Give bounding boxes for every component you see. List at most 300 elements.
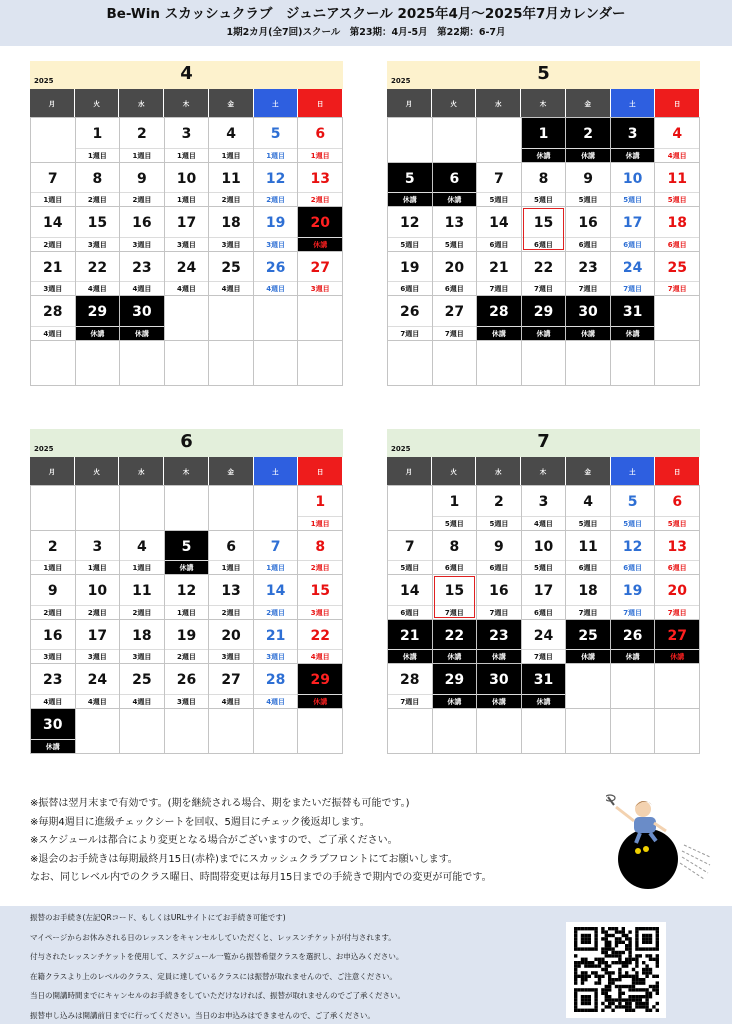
day-number: 26 (176, 672, 197, 689)
week-label: 6週目 (522, 605, 566, 619)
week-label: 6週目 (566, 237, 610, 251)
week-label: 5週目 (522, 560, 566, 574)
week-label: 休講 (433, 694, 477, 708)
week-label: 6週目 (433, 560, 477, 574)
week-label: 1週目 (165, 148, 209, 162)
week-label: 1週目 (209, 148, 253, 162)
day-number: 16 (43, 627, 63, 644)
date-cell (120, 296, 165, 341)
day-number: 4 (672, 126, 683, 142)
weekday-label: 日 (655, 89, 700, 117)
day-number: 10 (176, 170, 197, 187)
date-cell (254, 664, 299, 709)
week-label: 4週目 (76, 281, 120, 295)
date-cell (165, 252, 210, 297)
date-cell (209, 575, 254, 620)
day-number: 19 (622, 583, 643, 600)
notes (30, 795, 590, 888)
day-number: 19 (400, 259, 420, 276)
day-number: 15 (310, 583, 330, 600)
date-cell (611, 531, 656, 576)
week-label: 4週目 (522, 516, 566, 530)
empty-cell (477, 118, 522, 163)
date-cell (209, 163, 254, 208)
date-cell (655, 486, 700, 531)
week-label: 休講 (298, 237, 342, 251)
week-label: 7週目 (433, 326, 477, 340)
week-label: 休講 (611, 326, 655, 340)
day-number: 22 (533, 259, 554, 276)
date-cell (209, 664, 254, 709)
week-label: 4週目 (254, 281, 298, 295)
calendar-may (387, 61, 700, 386)
day-number: 17 (87, 627, 108, 644)
date-cell (611, 207, 656, 252)
date-cell (31, 207, 76, 252)
date-cell (76, 163, 121, 208)
date-cell (477, 575, 522, 620)
empty-cell (298, 296, 343, 341)
empty-cell (611, 709, 656, 754)
weekday-label: 木 (164, 89, 209, 117)
weekday-label: 木 (521, 457, 566, 485)
calendar-july (387, 429, 700, 754)
week-label: 2週目 (120, 192, 164, 206)
weekday-label: 金 (566, 457, 611, 485)
info-line: 振替申し込みは開講前日までに行ってください。当日のお申込みはできませんので、ご了承ください。 (30, 1010, 375, 1020)
note-line: なお、同じレベル内でのクラス曜日、時間帯変更は毎月15日までの手続きで期内での変更が可能です。 (30, 872, 492, 884)
week-label: 3週目 (209, 649, 253, 663)
week-label: 休講 (611, 148, 655, 162)
date-cell (254, 531, 299, 576)
day-number: 10 (533, 538, 554, 555)
day-number: 1 (538, 126, 549, 142)
week-label: 5週目 (388, 237, 432, 251)
week-label: 1週目 (120, 148, 164, 162)
week-label: 5週目 (566, 516, 610, 530)
day-number: 9 (137, 170, 147, 187)
day-number: 11 (221, 170, 241, 187)
date-cell (298, 163, 343, 208)
date-cell (522, 118, 567, 163)
day-number: 8 (315, 538, 326, 555)
day-number: 28 (400, 672, 420, 689)
weekday-label: 月 (387, 457, 432, 485)
date-cell (611, 296, 656, 341)
date-cell (522, 620, 567, 665)
date-cell (566, 531, 611, 576)
empty-cell (566, 341, 611, 386)
week-label: 休講 (566, 649, 610, 663)
date-cell (566, 575, 611, 620)
date-cell (298, 664, 343, 709)
week-label: 6週目 (388, 605, 432, 619)
date-cell (209, 531, 254, 576)
date-grid (387, 485, 700, 754)
weekday-label: 土 (254, 457, 299, 485)
date-cell (254, 575, 299, 620)
week-label: 1週目 (165, 192, 209, 206)
date-cell (209, 620, 254, 665)
week-label: 1週目 (76, 148, 120, 162)
date-cell (477, 163, 522, 208)
week-label: 6週目 (566, 560, 610, 574)
qr-code-icon[interactable] (566, 922, 666, 1018)
day-number: 2 (47, 538, 58, 555)
week-label: 7週目 (388, 326, 432, 340)
week-label: 3週目 (298, 605, 342, 619)
week-label: 3週目 (254, 649, 298, 663)
date-cell (611, 620, 656, 665)
date-cell (433, 531, 478, 576)
day-number: 12 (622, 538, 643, 555)
week-label: 休講 (388, 192, 432, 206)
day-number: 22 (310, 627, 330, 644)
date-cell (388, 575, 433, 620)
date-cell (477, 296, 522, 341)
week-label: 休講 (566, 148, 610, 162)
week-label: 2週目 (209, 605, 253, 619)
day-number: 17 (533, 583, 554, 600)
day-number: 8 (449, 538, 460, 555)
date-cell (165, 531, 210, 576)
date-cell (165, 664, 210, 709)
day-number: 16 (578, 215, 598, 232)
week-label: 7週目 (477, 605, 521, 619)
note-line: ※退会のお手続きは毎期最終月15日(赤枠)までにスカッシュクラブフロントにてお願いします。 (30, 853, 458, 865)
weekday-label: 金 (209, 457, 254, 485)
date-cell (566, 252, 611, 297)
weekday-label: 月 (30, 457, 75, 485)
empty-cell (433, 341, 478, 386)
day-number: 3 (538, 494, 549, 510)
empty-cell (165, 486, 210, 531)
week-label: 2週目 (209, 192, 253, 206)
weekday-label: 金 (209, 89, 254, 117)
week-label: 5週目 (388, 560, 432, 574)
note-line: ※振替は翌月末まで有効です。(期を継続される場合、期をまたいだ振替も可能です。) (30, 798, 410, 809)
date-cell (298, 620, 343, 665)
empty-cell (31, 486, 76, 531)
week-label: 2週目 (165, 649, 209, 663)
day-number: 12 (400, 215, 420, 232)
date-cell (254, 620, 299, 665)
day-number: 29 (533, 304, 554, 321)
note-line: ※スケジュールは都合により変更となる場合がございますので、ご了承ください。 (30, 835, 398, 847)
week-label: 7週目 (433, 605, 477, 619)
day-number: 24 (176, 259, 197, 276)
day-number: 8 (538, 170, 549, 187)
date-cell (655, 531, 700, 576)
date-cell (298, 486, 343, 531)
weekday-label: 金 (566, 89, 611, 117)
day-number: 2 (583, 126, 593, 142)
day-number: 17 (176, 215, 197, 232)
date-cell (477, 207, 522, 252)
day-number: 9 (47, 583, 58, 600)
date-cell (433, 252, 478, 297)
date-cell (388, 531, 433, 576)
page-title: Be-Win スカッシュクラブ ジュニアスクール 2025年4月～2025年7月カレンダー (106, 6, 626, 22)
day-number: 27 (667, 627, 687, 644)
empty-cell (31, 118, 76, 163)
empty-cell (254, 341, 299, 386)
date-cell (120, 207, 165, 252)
week-label: 5週目 (611, 516, 655, 530)
week-label: 4週目 (165, 281, 209, 295)
date-cell (76, 575, 121, 620)
week-label: 5週目 (477, 192, 521, 206)
date-cell (76, 118, 121, 163)
week-label: 1週目 (31, 192, 75, 206)
week-label: 7週目 (522, 281, 566, 295)
week-label: 5週目 (433, 237, 477, 251)
date-cell (165, 118, 210, 163)
date-cell (31, 709, 76, 754)
week-label: 7週目 (566, 281, 610, 295)
day-number: 20 (444, 259, 465, 276)
week-label: 5週目 (477, 516, 521, 530)
empty-cell (477, 709, 522, 754)
day-number: 23 (132, 259, 152, 276)
empty-cell (165, 709, 210, 754)
week-label: 4週目 (254, 694, 298, 708)
note-line: ※毎期4週目に進級チェックシートを回収、5週目にチェック後返却します。 (30, 816, 370, 828)
day-number: 10 (622, 170, 643, 187)
date-cell (388, 620, 433, 665)
day-number: 29 (87, 304, 108, 321)
weekday-header-row (387, 457, 700, 485)
day-number: 26 (400, 304, 420, 321)
day-number: 12 (176, 583, 197, 600)
week-label: 4週目 (655, 148, 699, 162)
date-cell (31, 664, 76, 709)
empty-cell (522, 709, 567, 754)
day-number: 7 (404, 538, 415, 555)
date-cell (120, 575, 165, 620)
day-number: 6 (672, 494, 683, 510)
date-cell (165, 163, 210, 208)
date-cell (477, 486, 522, 531)
day-number: 29 (444, 672, 465, 689)
date-cell (120, 252, 165, 297)
date-cell (31, 531, 76, 576)
weekday-label: 木 (521, 89, 566, 117)
date-cell (611, 575, 656, 620)
day-number: 14 (43, 215, 63, 232)
date-cell (566, 118, 611, 163)
week-label: 2週目 (254, 605, 298, 619)
day-number: 23 (43, 672, 63, 689)
week-label: 6週目 (522, 237, 566, 251)
date-cell (254, 207, 299, 252)
day-number: 5 (270, 126, 281, 142)
week-label: 休講 (655, 649, 699, 663)
day-number: 20 (310, 215, 330, 232)
date-cell (31, 163, 76, 208)
weekday-label: 土 (611, 457, 656, 485)
empty-cell (611, 341, 656, 386)
info-line: 在籍クラスより上のレベルのクラス、定員に達しているクラスには振替が取れませんので、ご注意ください。 (30, 971, 397, 981)
year-label: 2025 (34, 445, 54, 453)
week-label: 2週目 (120, 605, 164, 619)
date-cell (433, 575, 478, 620)
day-number: 24 (622, 259, 643, 276)
year-label: 2025 (34, 77, 54, 85)
day-number: 28 (43, 304, 63, 321)
weekday-label: 土 (611, 89, 656, 117)
day-number: 2 (137, 126, 147, 142)
date-cell (477, 531, 522, 576)
week-label: 休講 (31, 739, 75, 753)
month-number: 6 (180, 431, 193, 452)
week-label: 3週目 (120, 237, 164, 251)
day-number: 15 (444, 583, 465, 600)
week-label: 2週目 (76, 192, 120, 206)
weekday-label: 日 (298, 89, 343, 117)
day-number: 22 (444, 627, 465, 644)
date-cell (477, 252, 522, 297)
date-cell (76, 664, 121, 709)
day-number: 27 (310, 259, 330, 276)
week-label: 3週目 (76, 237, 120, 251)
empty-cell (31, 341, 76, 386)
day-number: 6 (315, 126, 326, 142)
weekday-label: 日 (655, 457, 700, 485)
week-label: 休講 (522, 694, 566, 708)
day-number: 18 (578, 583, 598, 600)
date-cell (209, 207, 254, 252)
day-number: 21 (265, 627, 286, 644)
day-number: 5 (404, 170, 415, 187)
date-cell (611, 486, 656, 531)
date-cell (209, 118, 254, 163)
date-grid (387, 117, 700, 386)
day-number: 9 (583, 170, 593, 187)
week-label: 3週目 (254, 237, 298, 251)
week-label: 3週目 (165, 694, 209, 708)
empty-cell (388, 118, 433, 163)
date-cell (611, 252, 656, 297)
date-cell (522, 575, 567, 620)
day-number: 31 (622, 304, 643, 321)
week-label: 7週目 (566, 605, 610, 619)
weekday-label: 日 (298, 457, 343, 485)
day-number: 23 (578, 259, 598, 276)
date-cell (298, 575, 343, 620)
weekday-label: 火 (432, 89, 477, 117)
day-number: 10 (87, 583, 108, 600)
date-cell (655, 163, 700, 208)
date-cell (388, 664, 433, 709)
empty-cell (165, 341, 210, 386)
day-number: 20 (221, 627, 241, 644)
date-cell (388, 163, 433, 208)
day-number: 18 (667, 215, 687, 232)
calendar-june (30, 429, 343, 754)
week-label: 3週目 (165, 237, 209, 251)
week-label: 5週目 (655, 516, 699, 530)
day-number: 11 (132, 583, 152, 600)
date-cell (76, 207, 121, 252)
weekday-header-row (30, 89, 343, 117)
date-cell (388, 296, 433, 341)
date-cell (655, 207, 700, 252)
week-label: 3週目 (31, 649, 75, 663)
date-cell (566, 620, 611, 665)
date-cell (522, 486, 567, 531)
date-cell (120, 163, 165, 208)
day-number: 13 (310, 170, 330, 187)
week-label: 2週目 (298, 192, 342, 206)
day-number: 27 (221, 672, 241, 689)
empty-cell (209, 341, 254, 386)
day-number: 18 (221, 215, 241, 232)
empty-cell (120, 341, 165, 386)
empty-cell (388, 709, 433, 754)
day-number: 1 (92, 126, 103, 142)
date-cell (655, 620, 700, 665)
week-label: 4週目 (209, 694, 253, 708)
week-label: 休講 (298, 694, 342, 708)
day-number: 27 (444, 304, 465, 321)
empty-cell (76, 486, 121, 531)
week-label: 4週目 (298, 649, 342, 663)
day-number: 6 (449, 170, 460, 187)
weekday-label: 火 (75, 457, 120, 485)
empty-cell (254, 486, 299, 531)
month-header (30, 429, 343, 457)
week-label: 6週目 (388, 281, 432, 295)
week-label: 1週目 (254, 560, 298, 574)
day-number: 20 (667, 583, 687, 600)
date-cell (522, 296, 567, 341)
empty-cell (209, 296, 254, 341)
date-cell (433, 296, 478, 341)
day-number: 25 (578, 627, 598, 644)
date-cell (209, 252, 254, 297)
date-cell (298, 118, 343, 163)
day-number: 28 (489, 304, 509, 321)
empty-cell (76, 709, 121, 754)
empty-cell (433, 709, 478, 754)
day-number: 3 (181, 126, 192, 142)
date-cell (76, 531, 121, 576)
day-number: 16 (489, 583, 509, 600)
month-header (30, 61, 343, 89)
squash-player-mascot-icon (606, 793, 716, 893)
date-cell (254, 252, 299, 297)
empty-cell (433, 118, 478, 163)
date-cell (76, 252, 121, 297)
empty-cell (522, 341, 567, 386)
date-cell (522, 531, 567, 576)
day-number: 26 (622, 627, 643, 644)
day-number: 13 (667, 538, 687, 555)
day-number: 19 (265, 215, 286, 232)
week-label: 7週目 (611, 605, 655, 619)
page-subtitle: 1期2カ月(全7回)スクール 第23期：4月-5月 第22期：6-7月 (226, 27, 506, 38)
date-cell (433, 620, 478, 665)
date-cell (298, 207, 343, 252)
year-label: 2025 (391, 445, 411, 453)
weekday-label: 水 (119, 89, 164, 117)
day-number: 21 (400, 627, 420, 644)
day-number: 24 (533, 627, 554, 644)
transfer-info (30, 908, 550, 1024)
date-cell (31, 620, 76, 665)
day-number: 16 (132, 215, 152, 232)
